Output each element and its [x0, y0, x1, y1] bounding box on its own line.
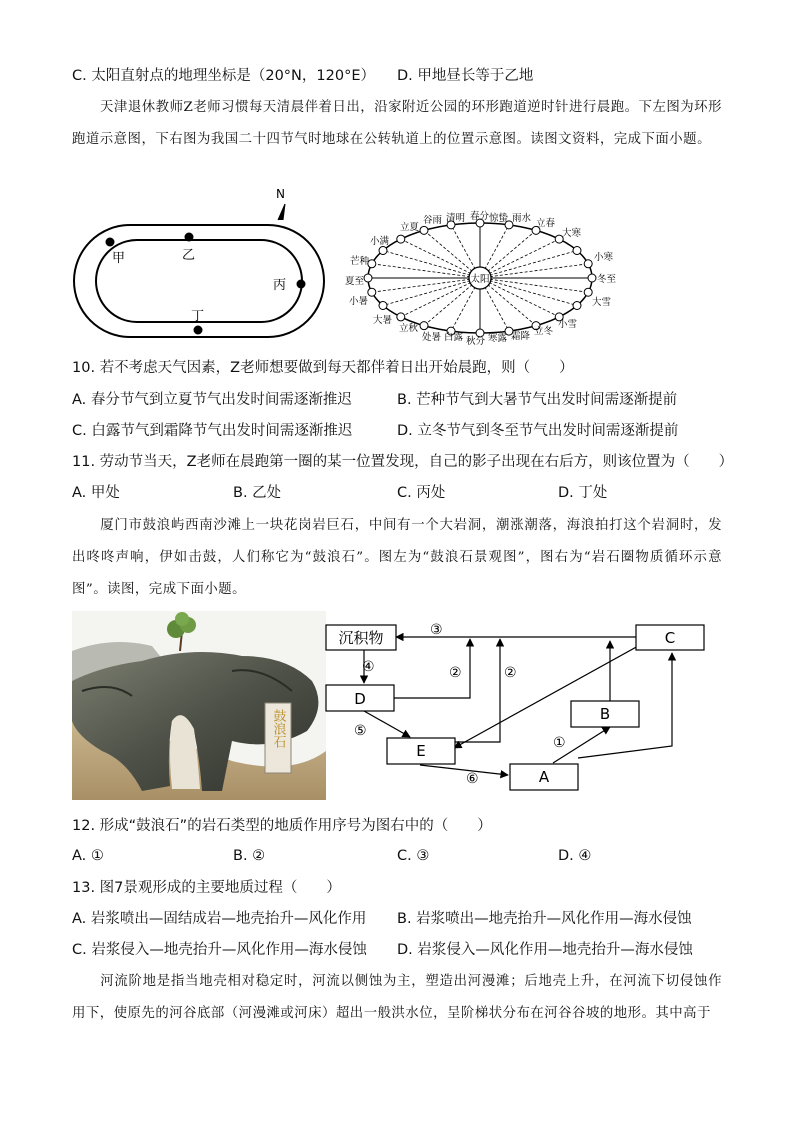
term-lichun: 立春 [536, 218, 556, 229]
q10-option-c: C. 白露节气到霜降节气出发时间需逐渐推迟 [72, 423, 353, 439]
earth-position-marker [368, 260, 376, 268]
point-ding-dot [194, 326, 203, 335]
q10-stem: 10. 若不考虑天气因素，Z老师想要做到每天都伴着日出开始晨跑，则（ ） [72, 360, 574, 376]
term-guyu: 谷雨 [423, 215, 443, 226]
arrow-label-4: ④ [362, 659, 375, 675]
box-e-label: E [416, 742, 426, 760]
q11-option-d: D. 丁处 [558, 485, 608, 501]
q11-stem: 11. 劳动节当天，Z老师在晨跑第一圈的某一位置发现，自己的影子出现在右后方，则该位置为（ ） [72, 454, 734, 470]
term-dahan: 大寒 [562, 228, 582, 239]
term-liqiu: 立秋 [399, 323, 419, 334]
q12-option-c: C. ③ [397, 848, 430, 864]
term-lixia: 立夏 [400, 222, 420, 233]
passage-3 [72, 966, 722, 1030]
earth-position-marker [397, 235, 405, 243]
q10-option-a: A. 春分节气到立夏节气出发时间需逐渐推迟 [72, 392, 352, 408]
sun-label: 太阳 [470, 274, 490, 285]
q11-option-c: C. 丙处 [397, 485, 446, 501]
earth-position-marker [573, 247, 581, 255]
term-daxue: 大雪 [592, 297, 612, 308]
earth-position-marker [397, 313, 405, 321]
earth-position-marker [379, 247, 387, 255]
q12-option-a: A. ① [72, 848, 104, 864]
box-a-label: A [538, 768, 550, 786]
arrow-label-5: ⑤ [354, 723, 367, 739]
term-lidong: 立冬 [534, 326, 554, 337]
arrow-label-1: ① [553, 735, 566, 751]
point-yi-dot [185, 233, 194, 242]
track-diagram [70, 180, 330, 340]
point-ding-label: 丁 [191, 309, 205, 324]
earth-position-marker [379, 302, 387, 310]
orbit-spoke [383, 278, 480, 306]
term-xiazhi: 夏至 [345, 276, 365, 287]
arrow-label-2a: ② [449, 665, 462, 681]
earth-position-marker [573, 302, 581, 310]
arrow-label-2b: ② [504, 665, 517, 681]
orbit-spoke [383, 251, 480, 279]
term-qiufen: 秋分 [466, 336, 486, 347]
q11-option-b: B. 乙处 [233, 485, 282, 501]
q11-option-a: A. 甲处 [72, 485, 120, 501]
term-dongzhi: 冬至 [597, 274, 617, 285]
term-xiaohan: 小寒 [594, 252, 614, 263]
box-d-label: D [354, 690, 366, 708]
box-c-label: C [664, 629, 676, 647]
q13-option-c: C. 岩浆侵入—地壳抬升—风化作用—海水侵蚀 [72, 942, 367, 958]
north-arrow-icon [278, 204, 285, 220]
q12-option-d: D. ④ [558, 848, 592, 864]
q13-option-a: A. 岩浆喷出—固结成岩—地壳抬升—风化作用 [72, 911, 367, 927]
point-bing-label: 丙 [273, 278, 287, 293]
passage-3-text: 河流阶地是指当地壳相对稳定时，河流以侧蚀为主，塑造出河漫滩；后地壳上升，在河流下切侵蚀作用下，使原先的河谷底部（河漫滩或河床）超出一般洪水位，呈阶梯状分布在河谷谷坡的地形。其中高于 [72, 974, 722, 1021]
arrow-label-3: ③ [430, 622, 443, 638]
earth-position-marker [420, 226, 428, 234]
point-bing-dot [297, 280, 306, 289]
orbit-spoke [372, 278, 480, 292]
term-qingming: 清明 [446, 213, 466, 224]
earth-position-marker [584, 288, 592, 296]
earth-position-marker [588, 274, 596, 282]
q9-option-c: C. 太阳直射点的地理坐标是（20°N，120°E） [72, 68, 375, 84]
gulang-stone-photo [72, 611, 326, 800]
term-dashu: 大暑 [373, 315, 393, 326]
passage-1 [72, 92, 722, 156]
stone-sign-text: 鼓浪石 [270, 709, 286, 748]
passage-2 [72, 510, 722, 606]
earth-position-marker [584, 260, 592, 268]
term-mangzhong: 芒种 [350, 256, 370, 267]
box-b-label: B [599, 705, 611, 723]
q13-stem: 13. 图7景观形成的主要地质过程（ ） [72, 880, 341, 896]
q13-option-b: B. 岩浆喷出—地壳抬升—风化作用—海水侵蚀 [397, 911, 692, 927]
earth-position-marker [420, 322, 428, 330]
term-xiaoman: 小满 [370, 236, 390, 247]
passage-1-text: 天津退休教师Z老师习惯每天清晨伴着日出，沿家附近公园的环形跑道逆时针进行晨跑。下左图为环形跑道示意图，下右图为我国二十四节气时地球在公转轨道上的位置示意图。读图文资料，完成下面小题。 [72, 100, 722, 147]
q9-option-d: D. 甲地昼长等于乙地 [397, 68, 534, 84]
term-xiaoxue: 小雪 [558, 319, 578, 330]
term-jingzhe: 惊蛰 [489, 213, 509, 224]
term-chushu: 处暑 [422, 332, 442, 343]
orbit-spoke [480, 278, 588, 292]
north-label: N [276, 187, 285, 201]
earth-position-marker [368, 288, 376, 296]
orbit-spoke [480, 264, 588, 278]
term-chunfen: 春分 [470, 211, 490, 222]
orbit-spoke [480, 251, 577, 279]
orbit-spoke [372, 264, 480, 278]
box-sediment-label: 沉积物 [338, 629, 384, 647]
q12-option-b: B. ② [233, 848, 266, 864]
solar-terms-diagram [340, 205, 640, 347]
point-yi-label: 乙 [182, 248, 196, 263]
rock-cycle-diagram [320, 615, 720, 795]
point-jia-label: 甲 [112, 251, 126, 266]
passage-2-text: 厦门市鼓浪屿西南沙滩上一块花岗岩巨石，中间有一个大岩洞，潮涨潮落，海浪拍打这个岩洞时，发出咚咚声响，伊如击鼓，人们称它为“鼓浪石”。图左为“鼓浪石景观图”，图右为“岩石圈物质循环示意图”。读图，完成下面小题。 [72, 518, 722, 597]
q13-option-d: D. 岩浆侵入—风化作用—地壳抬升—海水侵蚀 [397, 942, 693, 958]
term-yushui: 雨水 [512, 213, 532, 224]
term-shuangjiang: 霜降 [511, 331, 531, 342]
earth-position-marker [364, 274, 372, 282]
term-xiaoshu: 小暑 [349, 296, 369, 307]
term-bailu: 白露 [444, 332, 464, 343]
stone-sign [265, 703, 291, 773]
q10-option-d: D. 立冬节气到冬至节气出发时间需逐渐提前 [397, 423, 679, 439]
arrow-label-6: ⑥ [466, 771, 479, 787]
q12-stem: 12. 形成“鼓浪石”的岩石类型的地质作用序号为图右中的（ ） [72, 818, 492, 834]
point-jia-dot [106, 238, 115, 247]
q10-option-b: B. 芒种节气到大暑节气出发时间需逐渐提前 [397, 392, 678, 408]
term-hanlu: 寒露 [488, 333, 508, 344]
orbit-spoke [480, 278, 577, 306]
